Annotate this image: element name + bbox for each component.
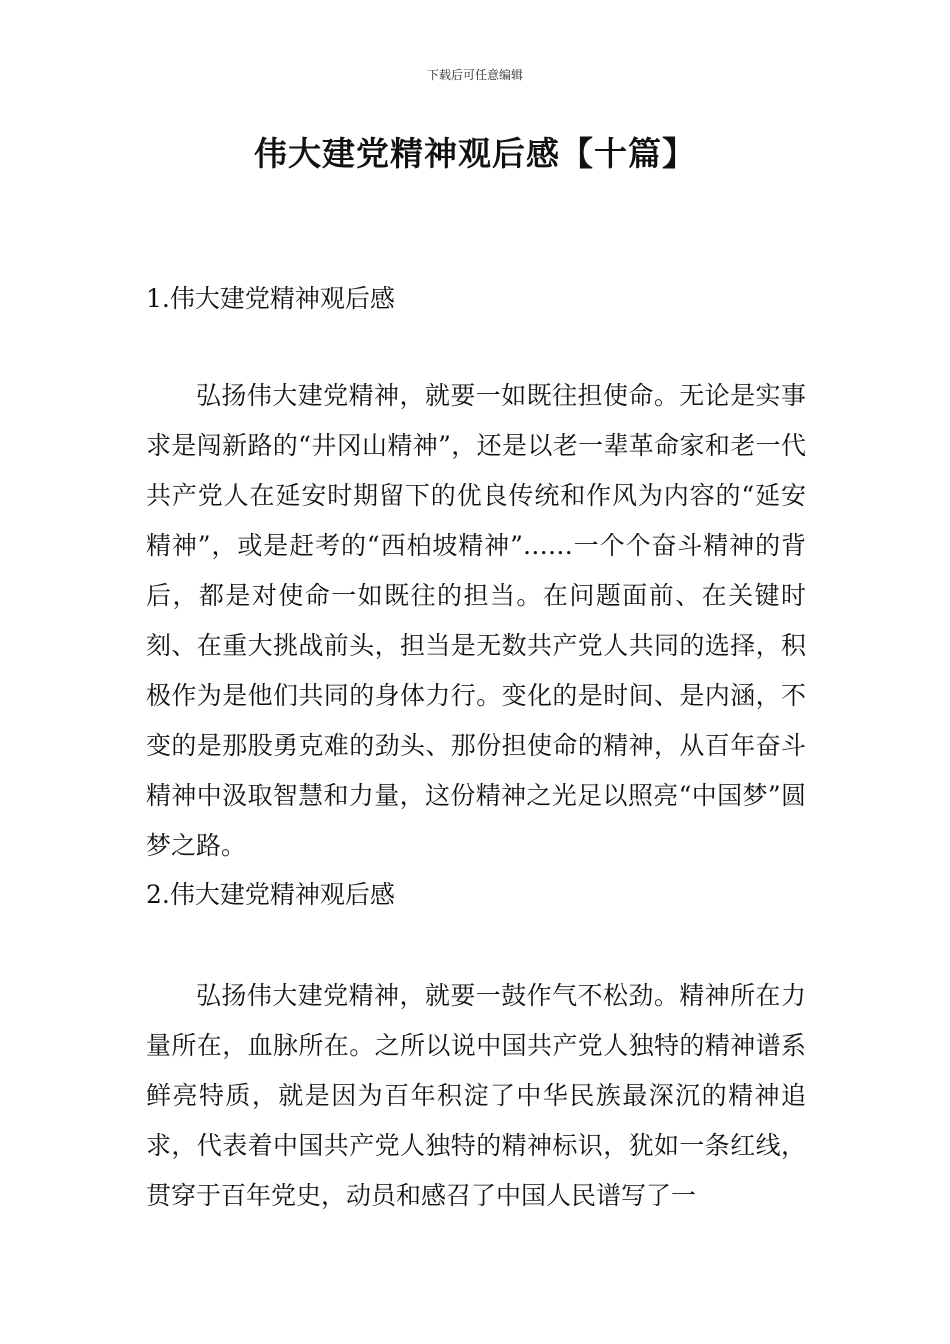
- header-note: 下载后可任意编辑: [426, 68, 523, 82]
- section-paragraph: 弘扬伟大建党精神，就要一如既往担使命。无论是实事求是闯新路的“井冈山精神”，还是以老一辈革命家和老一代共产党人在延安时期留下的优良传统和作风为内容的“延安精神”，或是赶考的“西柏坡精神”……一个个奋斗精神的背后，都是对使命一如既往的担当。在问题面前、在关键时刻、在重大挑战前头，担当是无数共产党人共同的选择，积极作为是他们共同的身体力行。变化的是时间、是内涵，不变的是那股勇克难的劲头、那份担使命的精神，从百年奋斗精神中汲取智慧和力量，这份精神之光足以照亮“中国梦”圆梦之路。: [146, 381, 806, 860]
- section-paragraph: 弘扬伟大建党精神，就要一鼓作气不松劲。精神所在力量所在，血脉所在。之所以说中国共产党人独特的精神谱系鲜亮特质，就是因为百年积淀了中华民族最深沉的精神追求，代表着中国共产党人独特的精神标识，犹如一条红线，贯穿于百年党史，动员和感召了中国人民谱写了一: [146, 981, 806, 1210]
- section-heading: 2.伟大建党精神观后感: [146, 880, 395, 909]
- section-heading: 1.伟大建党精神观后感: [146, 284, 395, 313]
- document-title: 伟大建党精神观后感【十篇】: [254, 134, 696, 173]
